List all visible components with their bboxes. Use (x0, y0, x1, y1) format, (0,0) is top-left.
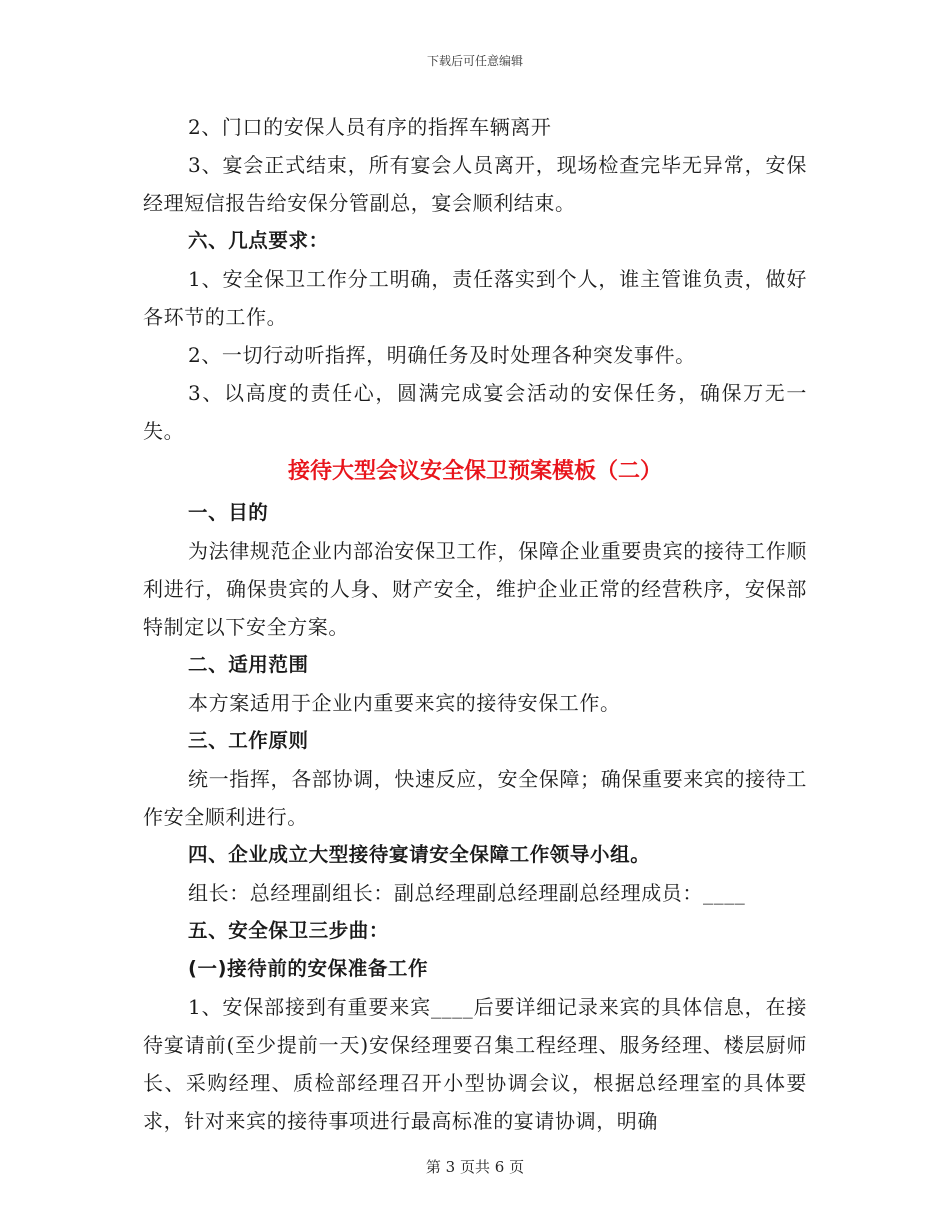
paragraph: 1、安全保卫工作分工明确，责任落实到个人，谁主管谁负责，做好各环节的工作。 (143, 267, 807, 329)
paragraph: 2、一切行动听指挥，明确任务及时处理各种突发事件。 (188, 343, 696, 367)
paragraph: 本方案适用于企业内重要来宾的接待安保工作。 (188, 691, 621, 715)
section-heading: 五、安全保卫三步曲： (188, 919, 390, 942)
section-heading: 三、工作原则 (188, 729, 309, 752)
paragraph: 1、安保部接到有重要来宾____后要详细记录来宾的具体信息，在接待宴请前(至少提前一天)安保经理要召集工程经理、服务经理、楼层厨师长、采购经理、质检部经理召开小型协调会议，根据总经理室的具体要求，针对来宾的接待事项进行最高标准的宴请协调，明确 (143, 995, 807, 1133)
paragraph: 为法律规范企业内部治安保卫工作，保障企业重要贵宾的接待工作顺利进行，确保贵宾的人身、财产安全，维护企业正常的经营秩序，安保部特制定以下安全方案。 (143, 539, 807, 639)
paragraph: 组长：总经理副组长：副总经理副总经理副总经理成员：____ (188, 881, 746, 905)
paragraph: 3、宴会正式结束，所有宴会人员离开，现场检查完毕无异常，安保经理短信报告给安保分管副总，宴会顺利结束。 (143, 153, 807, 215)
paragraph: 2、门口的安保人员有序的指挥车辆离开 (188, 115, 552, 139)
document-body (143, 108, 807, 1140)
document-title: 接待大型会议安全保卫预案模板（二） (287, 459, 662, 484)
sub-heading: (一)接待前的安保准备工作 (188, 957, 429, 980)
paragraph: 统一指挥，各部协调，快速反应，安全保障；确保重要来宾的接待工作安全顺利进行。 (143, 767, 807, 829)
section-heading: 二、适用范围 (188, 653, 309, 676)
section-heading: 六、几点要求： (188, 229, 329, 252)
page-footer: 第 3 页共 6 页 (425, 1158, 525, 1176)
paragraph: 3、以高度的责任心，圆满完成宴会活动的安保任务，确保万无一失。 (143, 381, 807, 443)
section-heading: 一、目的 (188, 501, 269, 524)
section-heading: 四、企业成立大型接待宴请安全保障工作领导小组。 (188, 843, 651, 866)
page-header: 下载后可任意编辑 (426, 54, 523, 68)
